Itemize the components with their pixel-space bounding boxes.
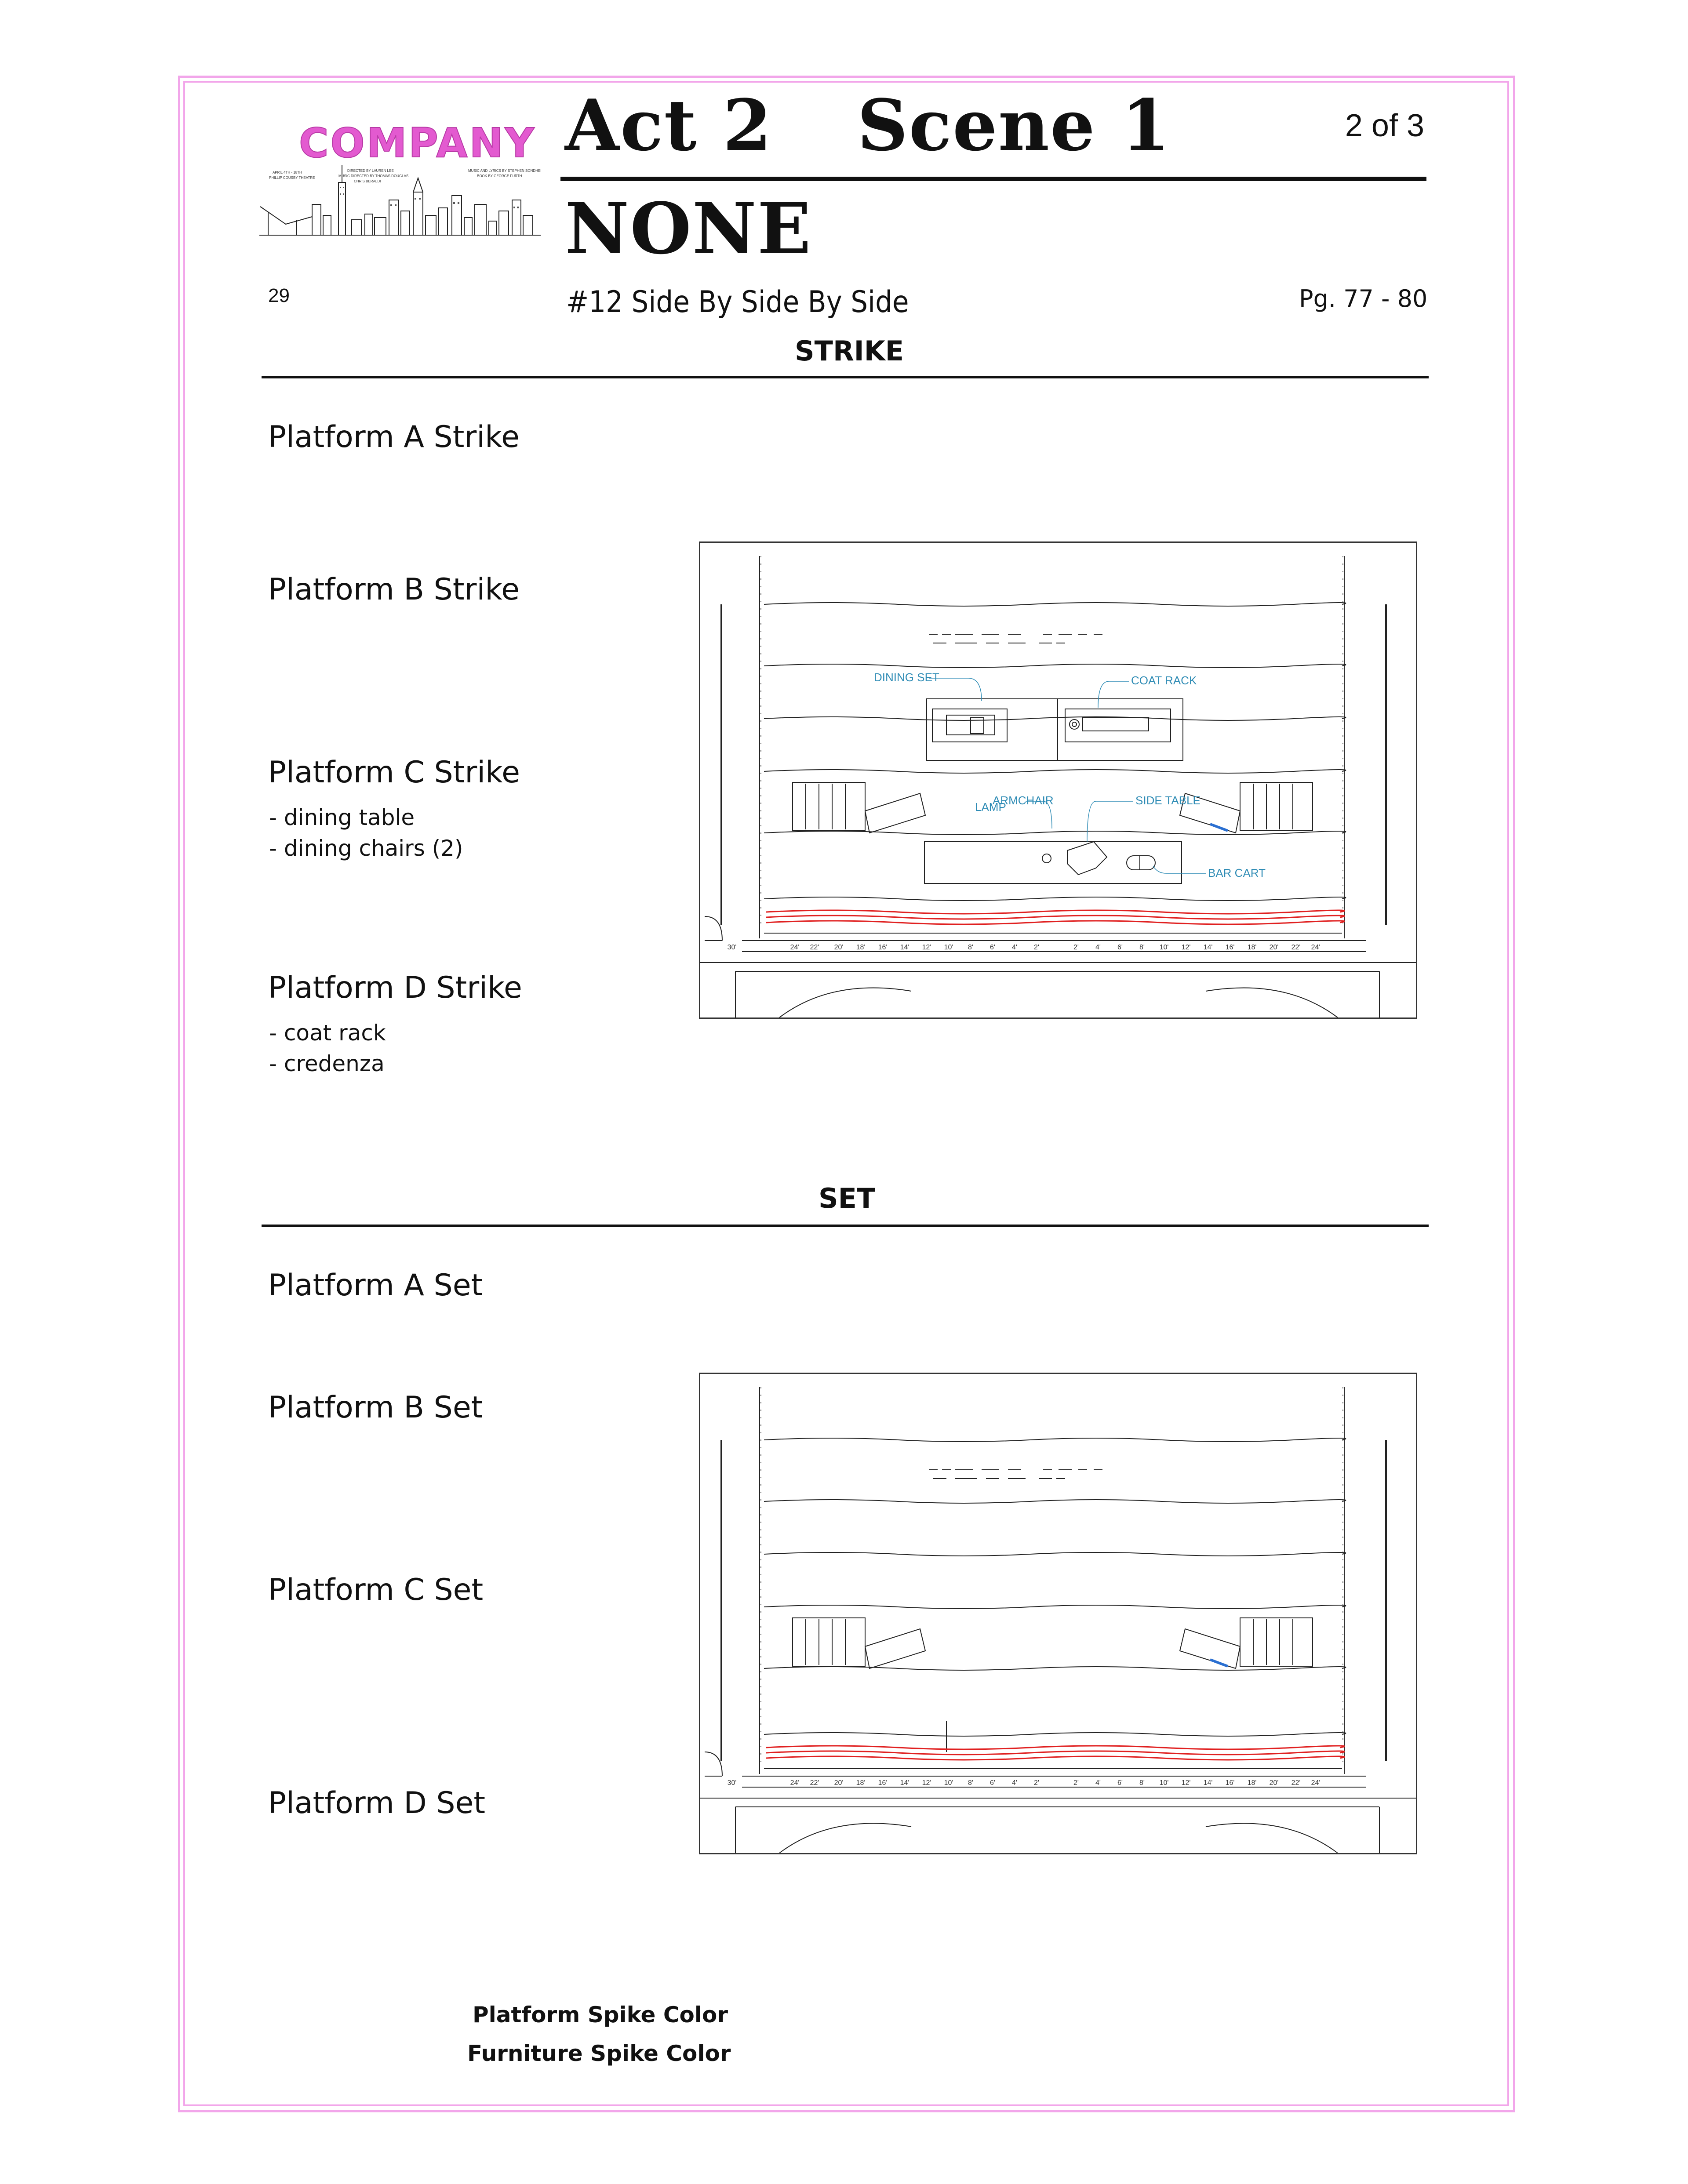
strike-platform-a: Platform A Strike (268, 420, 520, 454)
label-coat-rack: COAT RACK (1131, 674, 1197, 687)
ruler-mark: 2' (1073, 944, 1079, 951)
location-title: NONE (565, 187, 812, 270)
strike-groundplan-svg (700, 543, 1416, 1018)
platform-spike-lines (766, 910, 1344, 924)
script-pages: Pg. 77 - 80 (1299, 285, 1428, 313)
ruler-mark: 6' (1117, 944, 1123, 951)
ruler-mark: 8' (968, 944, 973, 951)
set-heading: SET (819, 1182, 876, 1214)
ruler-mark: 12' (1181, 1779, 1191, 1787)
ruler-mark: 8' (968, 1779, 973, 1787)
ruler-mark: 4' (1095, 1779, 1101, 1787)
list-item: - dining chairs (2) (269, 836, 463, 861)
strike-platform-c: Platform C Strike (268, 755, 520, 790)
ruler-mark: 18' (856, 1779, 866, 1787)
ruler-end: 30' (727, 944, 737, 951)
page-number: 29 (268, 285, 290, 306)
ruler-mark: 14' (1203, 1779, 1213, 1787)
set-rule (262, 1225, 1429, 1227)
label-dining-set: DINING SET (874, 671, 939, 684)
ruler-mark: 8' (1139, 1779, 1145, 1787)
ruler-mark: 6' (990, 944, 995, 951)
ruler-mark: 20' (1269, 1779, 1279, 1787)
ruler-mark: 12' (922, 1779, 931, 1787)
svg-text:PHILLIP COUSBY THEATRE: PHILLIP COUSBY THEATRE (269, 176, 315, 180)
list-item: - dining table (269, 805, 415, 830)
logo-wordmark: COMPANY (299, 120, 536, 167)
strike-platform-d-items (269, 1018, 386, 1079)
ruler-mark: 22' (1291, 1779, 1301, 1787)
platform-spike-color-label: Platform Spike Color (473, 2002, 728, 2028)
ruler-mark: 6' (990, 1779, 995, 1787)
ruler-mark: 24' (1311, 1779, 1321, 1787)
ruler-mark: 16' (878, 944, 888, 951)
ruler-mark: 10' (1159, 1779, 1169, 1787)
ruler-mark: 22' (1291, 944, 1301, 951)
svg-text:MUSIC AND LYRICS BY STEPHEN SO: MUSIC AND LYRICS BY STEPHEN SONDHEIM (468, 169, 541, 173)
ruler-mark: 4' (1095, 944, 1101, 951)
company-logo-art (259, 116, 541, 242)
ruler-mark: 18' (1247, 1779, 1257, 1787)
furniture-spike-color-label: Furniture Spike Color (467, 2041, 731, 2066)
ruler-mark: 22' (810, 1779, 819, 1787)
ruler-mark: 16' (1225, 1779, 1235, 1787)
ruler-mark: 24' (790, 944, 800, 951)
ruler-mark: 2' (1034, 944, 1039, 951)
svg-text:BOOK BY GEORGE FURTH: BOOK BY GEORGE FURTH (477, 174, 522, 178)
ruler-mark: 4' (1012, 1779, 1017, 1787)
ruler-mark: 24' (790, 1779, 800, 1787)
ruler-mark: 12' (922, 944, 931, 951)
ruler-mark: 16' (1225, 944, 1235, 951)
strike-platform-b: Platform B Strike (268, 572, 520, 607)
ruler-mark: 2' (1073, 1779, 1079, 1787)
ruler-mark: 20' (834, 1779, 844, 1787)
ruler-mark: 14' (1203, 944, 1213, 951)
set-platform-a: Platform A Set (268, 1268, 483, 1303)
strike-heading: STRIKE (795, 335, 904, 367)
scene-title: Scene 1 (857, 84, 1171, 167)
ruler-mark: 4' (1012, 944, 1017, 951)
label-side-table: SIDE TABLE (1135, 794, 1201, 807)
strike-platform-d: Platform D Strike (268, 970, 522, 1005)
set-platform-b: Platform B Set (268, 1390, 483, 1425)
strike-platform-c-items (269, 802, 463, 864)
song-title: #12 Side By Side By Side (566, 285, 909, 320)
svg-text:MUSIC DIRECTED BY THOMAS DOUGL: MUSIC DIRECTED BY THOMAS DOUGLAS (338, 174, 409, 178)
label-armchair: ARMCHAIR (993, 794, 1054, 807)
set-platform-d: Platform D Set (268, 1786, 486, 1821)
set-groundplan (699, 1373, 1417, 1854)
ruler-mark: 22' (810, 944, 819, 951)
act-title: Act 2 (565, 84, 773, 167)
ruler-mark: 24' (1311, 944, 1321, 951)
ruler-mark: 10' (1159, 944, 1169, 951)
ruler-mark: 14' (900, 944, 909, 951)
set-platform-c: Platform C Set (268, 1573, 484, 1607)
ruler-end: 30' (727, 1779, 737, 1787)
strike-groundplan (699, 541, 1417, 1019)
ruler-mark: 16' (878, 1779, 888, 1787)
ruler-mark: 12' (1181, 944, 1191, 951)
set-groundplan-svg (700, 1374, 1416, 1853)
ruler-mark: 2' (1034, 1779, 1039, 1787)
list-item: - coat rack (269, 1020, 386, 1046)
ruler-mark: 20' (1269, 944, 1279, 951)
ruler-mark: 6' (1117, 1779, 1123, 1787)
header-rule (560, 177, 1426, 181)
ruler-mark: 18' (1247, 944, 1257, 951)
ruler-mark: 14' (900, 1779, 909, 1787)
ruler-mark: 20' (834, 944, 844, 951)
svg-text:APRIL 4TH - 18TH: APRIL 4TH - 18TH (273, 171, 302, 174)
label-bar-cart: BAR CART (1208, 866, 1266, 879)
page-of-count: 2 of 3 (1345, 108, 1424, 143)
company-logo (259, 116, 541, 242)
label-lamp: LAMP (975, 800, 1006, 814)
platform-spike-lines (766, 1746, 1344, 1760)
ruler-mark: 8' (1139, 944, 1145, 951)
ruler-mark: 10' (944, 1779, 953, 1787)
svg-text:CHRIS BERALDI: CHRIS BERALDI (354, 179, 381, 183)
list-item: - credenza (269, 1051, 385, 1076)
ruler-mark: 18' (856, 944, 866, 951)
ruler-mark: 10' (944, 944, 953, 951)
strike-rule (262, 376, 1429, 378)
svg-text:DIRECTED BY LAUREN LEE: DIRECTED BY LAUREN LEE (347, 169, 394, 173)
